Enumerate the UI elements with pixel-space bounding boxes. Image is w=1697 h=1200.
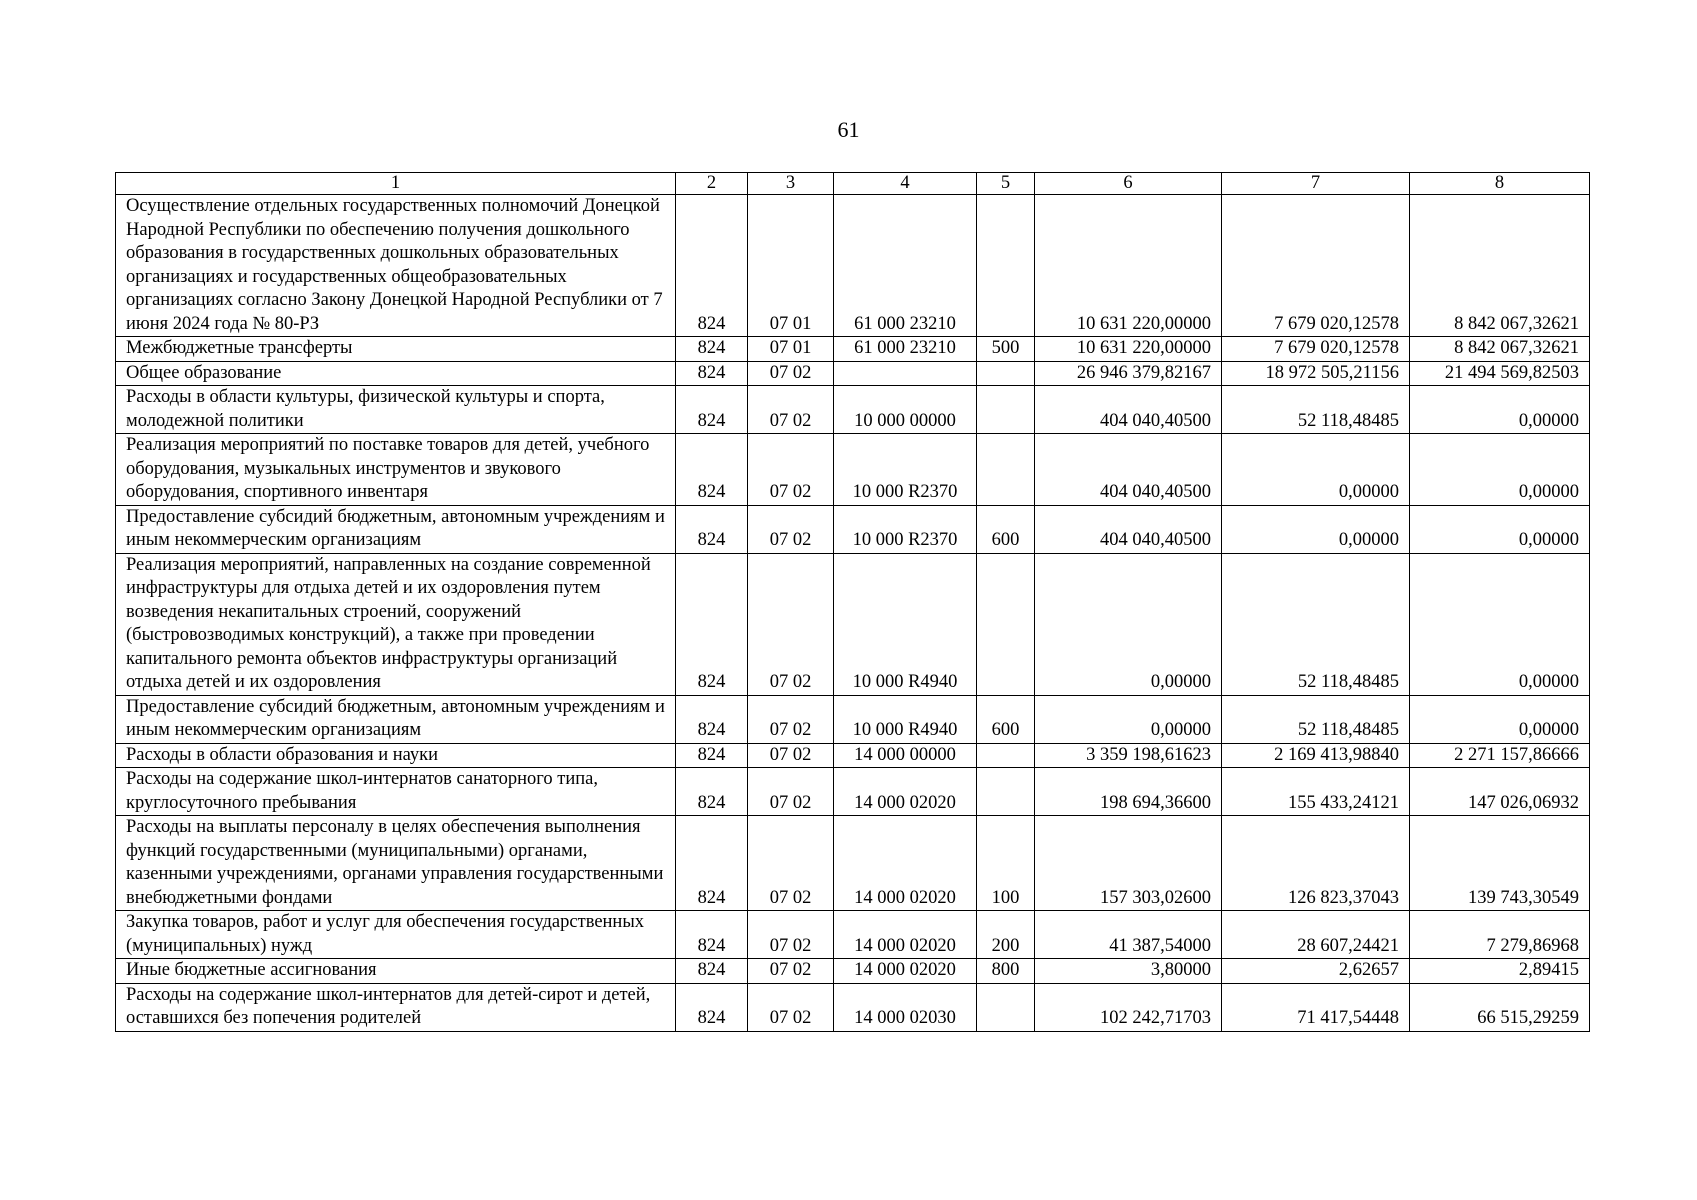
row-ved-cell: 824 <box>676 695 748 743</box>
table-row <box>116 911 1590 959</box>
budget-table <box>115 172 1590 1032</box>
row-amount-year2-cell: 7 679 020,12578 <box>1222 337 1410 362</box>
row-section-cell: 07 02 <box>748 816 834 911</box>
row-target-article-cell: 14 000 02020 <box>834 911 977 959</box>
row-ved-cell: 824 <box>676 337 748 362</box>
row-expense-type-cell <box>977 743 1035 768</box>
row-section-cell: 07 02 <box>748 505 834 553</box>
table-row <box>116 743 1590 768</box>
row-amount-year3-cell: 0,00000 <box>1410 505 1590 553</box>
row-amount-year2-cell: 18 972 505,21156 <box>1222 361 1410 386</box>
header-cell: 4 <box>834 173 977 195</box>
row-amount-year2-cell: 52 118,48485 <box>1222 386 1410 434</box>
row-name-cell: Осуществление отдельных государственных полномочий Донецкой Народной Республики по обеспечению получения дошкольного образования в государственных дошкольных образовательных организациях и государственных общеобразовательных организациях согласно Закону Донецкой Народной Республики от 7 июня 2024 года № 80-РЗ <box>116 195 676 337</box>
row-name-cell: Межбюджетные трансферты <box>116 337 676 362</box>
row-ved-cell: 824 <box>676 553 748 695</box>
row-section-cell: 07 02 <box>748 768 834 816</box>
row-amount-year1-cell: 41 387,54000 <box>1035 911 1222 959</box>
row-amount-year1-cell: 3 359 198,61623 <box>1035 743 1222 768</box>
row-target-article-cell: 61 000 23210 <box>834 337 977 362</box>
row-name-cell: Предоставление субсидий бюджетным, автономным учреждениям и иным некоммерческим организациям <box>116 505 676 553</box>
row-expense-type-cell <box>977 768 1035 816</box>
row-ved-cell: 824 <box>676 361 748 386</box>
row-ved-cell: 824 <box>676 959 748 984</box>
row-name-cell: Предоставление субсидий бюджетным, автономным учреждениям и иным некоммерческим организациям <box>116 695 676 743</box>
row-amount-year3-cell: 0,00000 <box>1410 386 1590 434</box>
row-section-cell: 07 01 <box>748 195 834 337</box>
row-amount-year2-cell: 71 417,54448 <box>1222 983 1410 1031</box>
row-amount-year3-cell: 8 842 067,32621 <box>1410 195 1590 337</box>
row-name-cell: Расходы в области культуры, физической культуры и спорта, молодежной политики <box>116 386 676 434</box>
row-expense-type-cell <box>977 195 1035 337</box>
table-row <box>116 386 1590 434</box>
row-amount-year2-cell: 52 118,48485 <box>1222 553 1410 695</box>
row-amount-year1-cell: 10 631 220,00000 <box>1035 195 1222 337</box>
table-row <box>116 983 1590 1031</box>
row-expense-type-cell: 600 <box>977 505 1035 553</box>
row-expense-type-cell <box>977 983 1035 1031</box>
table-row <box>116 959 1590 984</box>
row-section-cell: 07 02 <box>748 434 834 506</box>
row-amount-year1-cell: 10 631 220,00000 <box>1035 337 1222 362</box>
row-amount-year3-cell: 147 026,06932 <box>1410 768 1590 816</box>
row-amount-year1-cell: 3,80000 <box>1035 959 1222 984</box>
header-cell: 2 <box>676 173 748 195</box>
row-ved-cell: 824 <box>676 386 748 434</box>
row-section-cell: 07 02 <box>748 911 834 959</box>
row-amount-year1-cell: 404 040,40500 <box>1035 434 1222 506</box>
row-expense-type-cell <box>977 553 1035 695</box>
row-name-cell: Общее образование <box>116 361 676 386</box>
row-expense-type-cell: 600 <box>977 695 1035 743</box>
header-cell: 3 <box>748 173 834 195</box>
row-target-article-cell: 14 000 02020 <box>834 959 977 984</box>
row-section-cell: 07 02 <box>748 361 834 386</box>
row-amount-year1-cell: 404 040,40500 <box>1035 386 1222 434</box>
table-row <box>116 768 1590 816</box>
row-ved-cell: 824 <box>676 911 748 959</box>
row-target-article-cell: 10 000 R4940 <box>834 553 977 695</box>
row-ved-cell: 824 <box>676 505 748 553</box>
row-expense-type-cell: 500 <box>977 337 1035 362</box>
row-amount-year2-cell: 52 118,48485 <box>1222 695 1410 743</box>
row-amount-year3-cell: 2 271 157,86666 <box>1410 743 1590 768</box>
row-amount-year3-cell: 0,00000 <box>1410 695 1590 743</box>
row-target-article-cell: 10 000 00000 <box>834 386 977 434</box>
row-amount-year2-cell: 2 169 413,98840 <box>1222 743 1410 768</box>
row-amount-year2-cell: 0,00000 <box>1222 505 1410 553</box>
row-name-cell: Закупка товаров, работ и услуг для обеспечения государственных (муниципальных) нужд <box>116 911 676 959</box>
row-target-article-cell: 10 000 R4940 <box>834 695 977 743</box>
row-amount-year1-cell: 157 303,02600 <box>1035 816 1222 911</box>
header-cell: 1 <box>116 173 676 195</box>
row-section-cell: 07 02 <box>748 553 834 695</box>
row-expense-type-cell <box>977 434 1035 506</box>
row-ved-cell: 824 <box>676 983 748 1031</box>
row-amount-year1-cell: 0,00000 <box>1035 553 1222 695</box>
table-row <box>116 434 1590 506</box>
row-amount-year2-cell: 126 823,37043 <box>1222 816 1410 911</box>
row-name-cell: Реализация мероприятий по поставке товаров для детей, учебного оборудования, музыкальных инструментов и звукового оборудования, спортивного инвентаря <box>116 434 676 506</box>
row-ved-cell: 824 <box>676 768 748 816</box>
row-section-cell: 07 02 <box>748 983 834 1031</box>
row-target-article-cell: 14 000 02020 <box>834 768 977 816</box>
row-name-cell: Расходы на содержание школ-интернатов санаторного типа, круглосуточного пребывания <box>116 768 676 816</box>
row-section-cell: 07 01 <box>748 337 834 362</box>
row-amount-year1-cell: 0,00000 <box>1035 695 1222 743</box>
row-amount-year1-cell: 198 694,36600 <box>1035 768 1222 816</box>
row-amount-year3-cell: 0,00000 <box>1410 434 1590 506</box>
row-target-article-cell <box>834 361 977 386</box>
row-ved-cell: 824 <box>676 743 748 768</box>
row-name-cell: Реализация мероприятий, направленных на создание современной инфраструктуры для отдыха детей и их оздоровления путем возведения некапитальных строений, сооружений (быстровозводимых конструкций), а также при проведении капитального ремонта объектов инфраструктуры организаций отдыха детей и их оздоровления <box>116 553 676 695</box>
header-row <box>116 173 1590 195</box>
row-expense-type-cell <box>977 361 1035 386</box>
row-ved-cell: 824 <box>676 195 748 337</box>
row-name-cell: Расходы на выплаты персоналу в целях обеспечения выполнения функций государственными (муниципальными) органами, казенными учреждениями, органами управления государственными внебюджетными фондами <box>116 816 676 911</box>
row-section-cell: 07 02 <box>748 386 834 434</box>
table-row <box>116 337 1590 362</box>
row-expense-type-cell: 100 <box>977 816 1035 911</box>
row-expense-type-cell: 200 <box>977 911 1035 959</box>
row-amount-year1-cell: 102 242,71703 <box>1035 983 1222 1031</box>
row-section-cell: 07 02 <box>748 743 834 768</box>
row-name-cell: Расходы на содержание школ-интернатов для детей-сирот и детей, оставшихся без попечения родителей <box>116 983 676 1031</box>
table-row <box>116 195 1590 337</box>
row-amount-year1-cell: 404 040,40500 <box>1035 505 1222 553</box>
header-cell: 8 <box>1410 173 1590 195</box>
table-row <box>116 816 1590 911</box>
row-target-article-cell: 14 000 02020 <box>834 816 977 911</box>
table-row <box>116 505 1590 553</box>
row-amount-year3-cell: 8 842 067,32621 <box>1410 337 1590 362</box>
table-row <box>116 553 1590 695</box>
table-row <box>116 361 1590 386</box>
row-amount-year3-cell: 139 743,30549 <box>1410 816 1590 911</box>
row-amount-year3-cell: 66 515,29259 <box>1410 983 1590 1031</box>
row-target-article-cell: 14 000 02030 <box>834 983 977 1031</box>
header-cell: 6 <box>1035 173 1222 195</box>
header-cell: 5 <box>977 173 1035 195</box>
row-expense-type-cell: 800 <box>977 959 1035 984</box>
row-section-cell: 07 02 <box>748 695 834 743</box>
row-target-article-cell: 14 000 00000 <box>834 743 977 768</box>
row-amount-year2-cell: 155 433,24121 <box>1222 768 1410 816</box>
row-ved-cell: 824 <box>676 434 748 506</box>
row-amount-year3-cell: 7 279,86968 <box>1410 911 1590 959</box>
row-section-cell: 07 02 <box>748 959 834 984</box>
row-target-article-cell: 61 000 23210 <box>834 195 977 337</box>
page-number: 61 <box>837 117 860 142</box>
row-amount-year1-cell: 26 946 379,82167 <box>1035 361 1222 386</box>
row-amount-year2-cell: 0,00000 <box>1222 434 1410 506</box>
table-body <box>116 195 1590 1032</box>
row-target-article-cell: 10 000 R2370 <box>834 505 977 553</box>
header-cell: 7 <box>1222 173 1410 195</box>
row-amount-year2-cell: 2,62657 <box>1222 959 1410 984</box>
row-amount-year3-cell: 21 494 569,82503 <box>1410 361 1590 386</box>
row-target-article-cell: 10 000 R2370 <box>834 434 977 506</box>
row-ved-cell: 824 <box>676 816 748 911</box>
row-amount-year3-cell: 0,00000 <box>1410 553 1590 695</box>
row-amount-year3-cell: 2,89415 <box>1410 959 1590 984</box>
row-amount-year2-cell: 7 679 020,12578 <box>1222 195 1410 337</box>
table-row <box>116 695 1590 743</box>
row-name-cell: Расходы в области образования и науки <box>116 743 676 768</box>
row-name-cell: Иные бюджетные ассигнования <box>116 959 676 984</box>
row-amount-year2-cell: 28 607,24421 <box>1222 911 1410 959</box>
row-expense-type-cell <box>977 386 1035 434</box>
